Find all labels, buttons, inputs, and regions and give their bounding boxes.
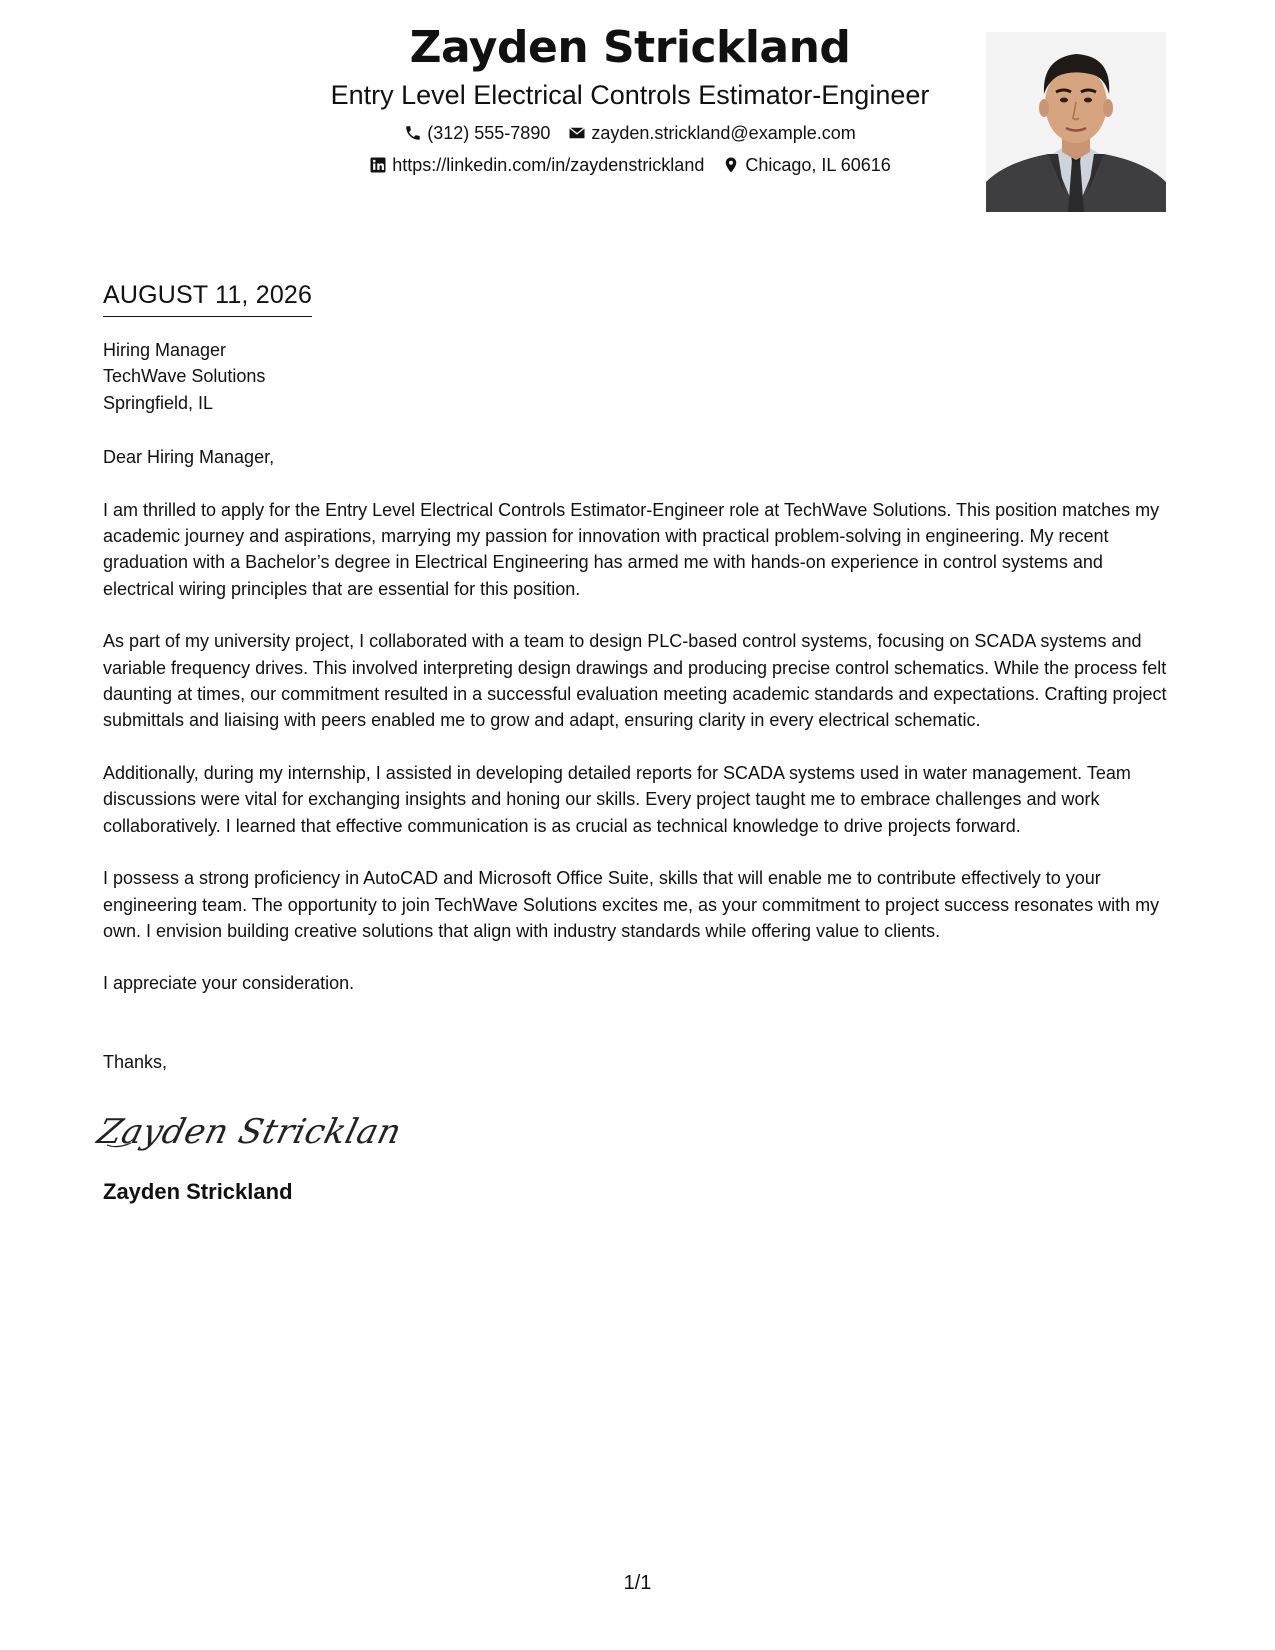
recipient-location: Springfield, IL: [103, 392, 214, 413]
linkedin-text[interactable]: https://linkedin.com/in/zaydenstrickland: [392, 155, 705, 175]
paragraph-3: Additionally, during my internship, I assisted in developing detailed reports for SCADA systems used in water management. Team discussions were vital for exchanging insights and honing our skills. Every project taught me to embrace challenges and work collaboratively. I learned that effective communication is as crucial as technical knowledge to drive projects forward.: [103, 762, 1131, 836]
signer-name: Zayden Strickland: [103, 1179, 293, 1205]
letter-date: AUGUST 11, 2026: [103, 278, 312, 317]
contact-email[interactable]: [568, 122, 855, 144]
paragraph-4: I possess a strong proficiency in AutoCAD and Microsoft Office Suite, skills that will enable me to contribute effectively to your engineering team. The opportunity to join TechWave Solutions excites me, as your commitment to project success resonates with my own. I envision building creative solutions that align with industry standards while offering value to clients.: [103, 868, 1160, 941]
letter-body: [93, 278, 1173, 1207]
paragraph-1: I am thrilled to apply for the Entry Level Electrical Controls Estimator-Engineer role at TechWave Solutions. This position matches my academic journey and aspirations, marrying my passion for innovation with practical problem-solving in engineering. My recent graduation with a Bachelor’s degree in Electrical Engineering has armed me with hands-on experience in control systems and electrical wiring principles that are essential for this position.: [103, 499, 1160, 599]
applicant-title: Entry Level Electrical Controls Estimator-Engineer: [330, 80, 930, 110]
portrait-illustration: [986, 32, 1166, 212]
phone-text: (312) 555-7890: [427, 123, 551, 143]
location-text: Chicago, IL 60616: [745, 155, 891, 175]
applicant-name: Zayden Strickland: [409, 22, 851, 73]
svg-text:Zayden Stricklan: Zayden Stricklan: [93, 1112, 406, 1152]
paragraph-2: As part of my university project, I collaborated with a team to design PLC-based control systems, focusing on SCADA systems and variable frequency drives. This involved interpreting design drawings and producing precise control schematics. While the process felt daunting at times, our commitment resulted in a successful evaluation meeting academic standards and expectations. Crafting project submittals and liaising with peers enabled me to grow and adapt, ensuring clarity in every electrical schematic.: [103, 631, 1167, 731]
phone-icon: [404, 124, 422, 142]
recipient-name: Hiring Manager: [103, 340, 227, 360]
profile-photo: [986, 32, 1166, 212]
map-pin-icon: [722, 156, 740, 174]
contact-row-2: [230, 154, 1030, 176]
contact-phone: [404, 122, 550, 144]
page-number: 1/1: [623, 1572, 652, 1594]
email-text[interactable]: zayden.strickland@example.com: [591, 123, 856, 143]
recipient-company: TechWave Solutions: [103, 366, 266, 387]
header-text: [230, 18, 1030, 176]
envelope-icon: [568, 124, 586, 142]
letter-header: [0, 18, 1275, 218]
contact-row-1: [230, 122, 1030, 144]
closing-line: I appreciate your consideration.: [103, 973, 355, 994]
contact-linkedin[interactable]: [369, 154, 704, 176]
handwritten-signature: [93, 1105, 406, 1155]
recipient-block: [103, 337, 1173, 416]
salutation: Dear Hiring Manager,: [103, 447, 275, 468]
signature-drawing: [93, 1105, 406, 1155]
linkedin-icon: [369, 156, 387, 174]
contact-location: [722, 154, 890, 176]
signoff: Thanks,: [103, 1051, 168, 1072]
